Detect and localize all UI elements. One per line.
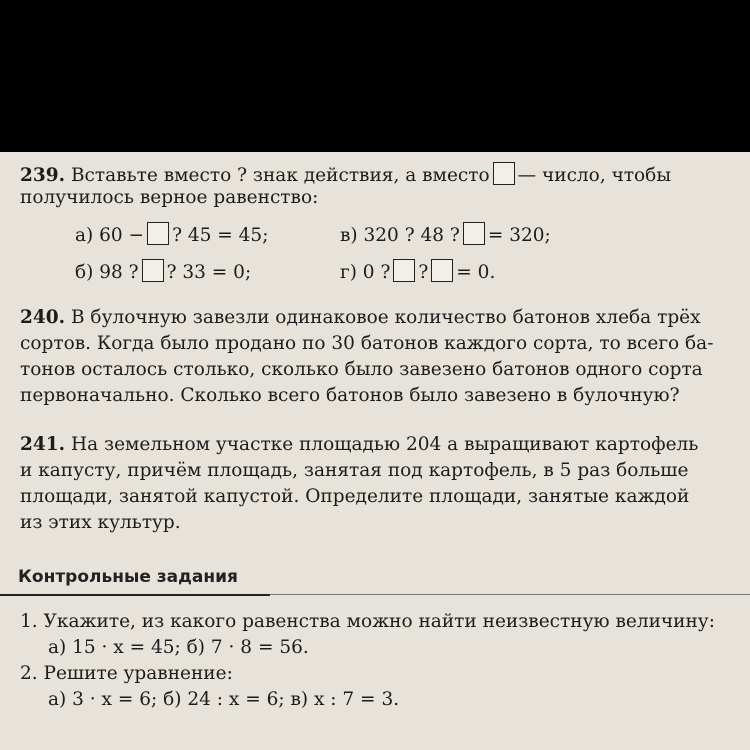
control-question-1-options: а) 15 · x = 45; б) 7 · 8 = 56.: [48, 637, 309, 658]
problem-239-line-2: получилось верное равенство:: [20, 187, 319, 208]
control-question-2: 2. Решите уравнение:: [20, 663, 233, 684]
problem-239-line-1: 239. Вставьте вместо ? знак действия, а вместо — число, чтобы: [20, 162, 671, 186]
problem-241-line-3: площади, занятой капустой. Определите площади, занятые каждой: [20, 486, 690, 507]
answer-box: [142, 259, 164, 282]
answer-box: [147, 222, 169, 245]
problem-241-line-2: и капусту, причём площадь, занятая под картофель, в 5 раз больше: [20, 460, 689, 481]
problem-240-line-4: первоначально. Сколько всего батонов было завезено в булочную?: [20, 385, 680, 406]
problem-240-line-2: сортов. Когда было продано по 30 батонов каждого сорта, то всего ба-: [20, 333, 714, 354]
answer-box: [493, 162, 515, 185]
problem-239-item-a: а) 60 − ? 45 = 45;: [75, 222, 268, 246]
textbook-page: [0, 152, 750, 750]
answer-box: [463, 222, 485, 245]
problem-239-item-b: б) 98 ? ? 33 = 0;: [75, 259, 251, 283]
answer-box: [393, 259, 415, 282]
problem-240-line-3: тонов осталось столько, сколько было завезено батонов одного сорта: [20, 359, 703, 380]
control-question-1: 1. Укажите, из какого равенства можно найти неизвестную величину:: [20, 611, 715, 632]
control-question-2-options: а) 3 · x = 6; б) 24 : x = 6; в) x : 7 = 3.: [48, 689, 400, 710]
problem-239-number: 239.: [20, 165, 66, 186]
problem-240-number: 240.: [20, 307, 66, 328]
problem-241-line-4: из этих культур.: [20, 512, 181, 533]
section-divider: [0, 594, 270, 596]
problem-241-number: 241.: [20, 434, 66, 455]
problem-239-item-v: в) 320 ? 48 ? = 320;: [340, 222, 551, 246]
problem-240-line-1: 240. В булочную завезли одинаковое количество батонов хлеба трёх: [20, 307, 701, 328]
problem-239-item-g: г) 0 ? ? = 0.: [340, 259, 495, 283]
section-title: Контрольные задания: [18, 567, 238, 587]
section-divider-thin: [270, 594, 750, 595]
problem-241-line-1: 241. На земельном участке площадью 204 а выращивают картофель: [20, 434, 699, 455]
answer-box: [431, 259, 453, 282]
